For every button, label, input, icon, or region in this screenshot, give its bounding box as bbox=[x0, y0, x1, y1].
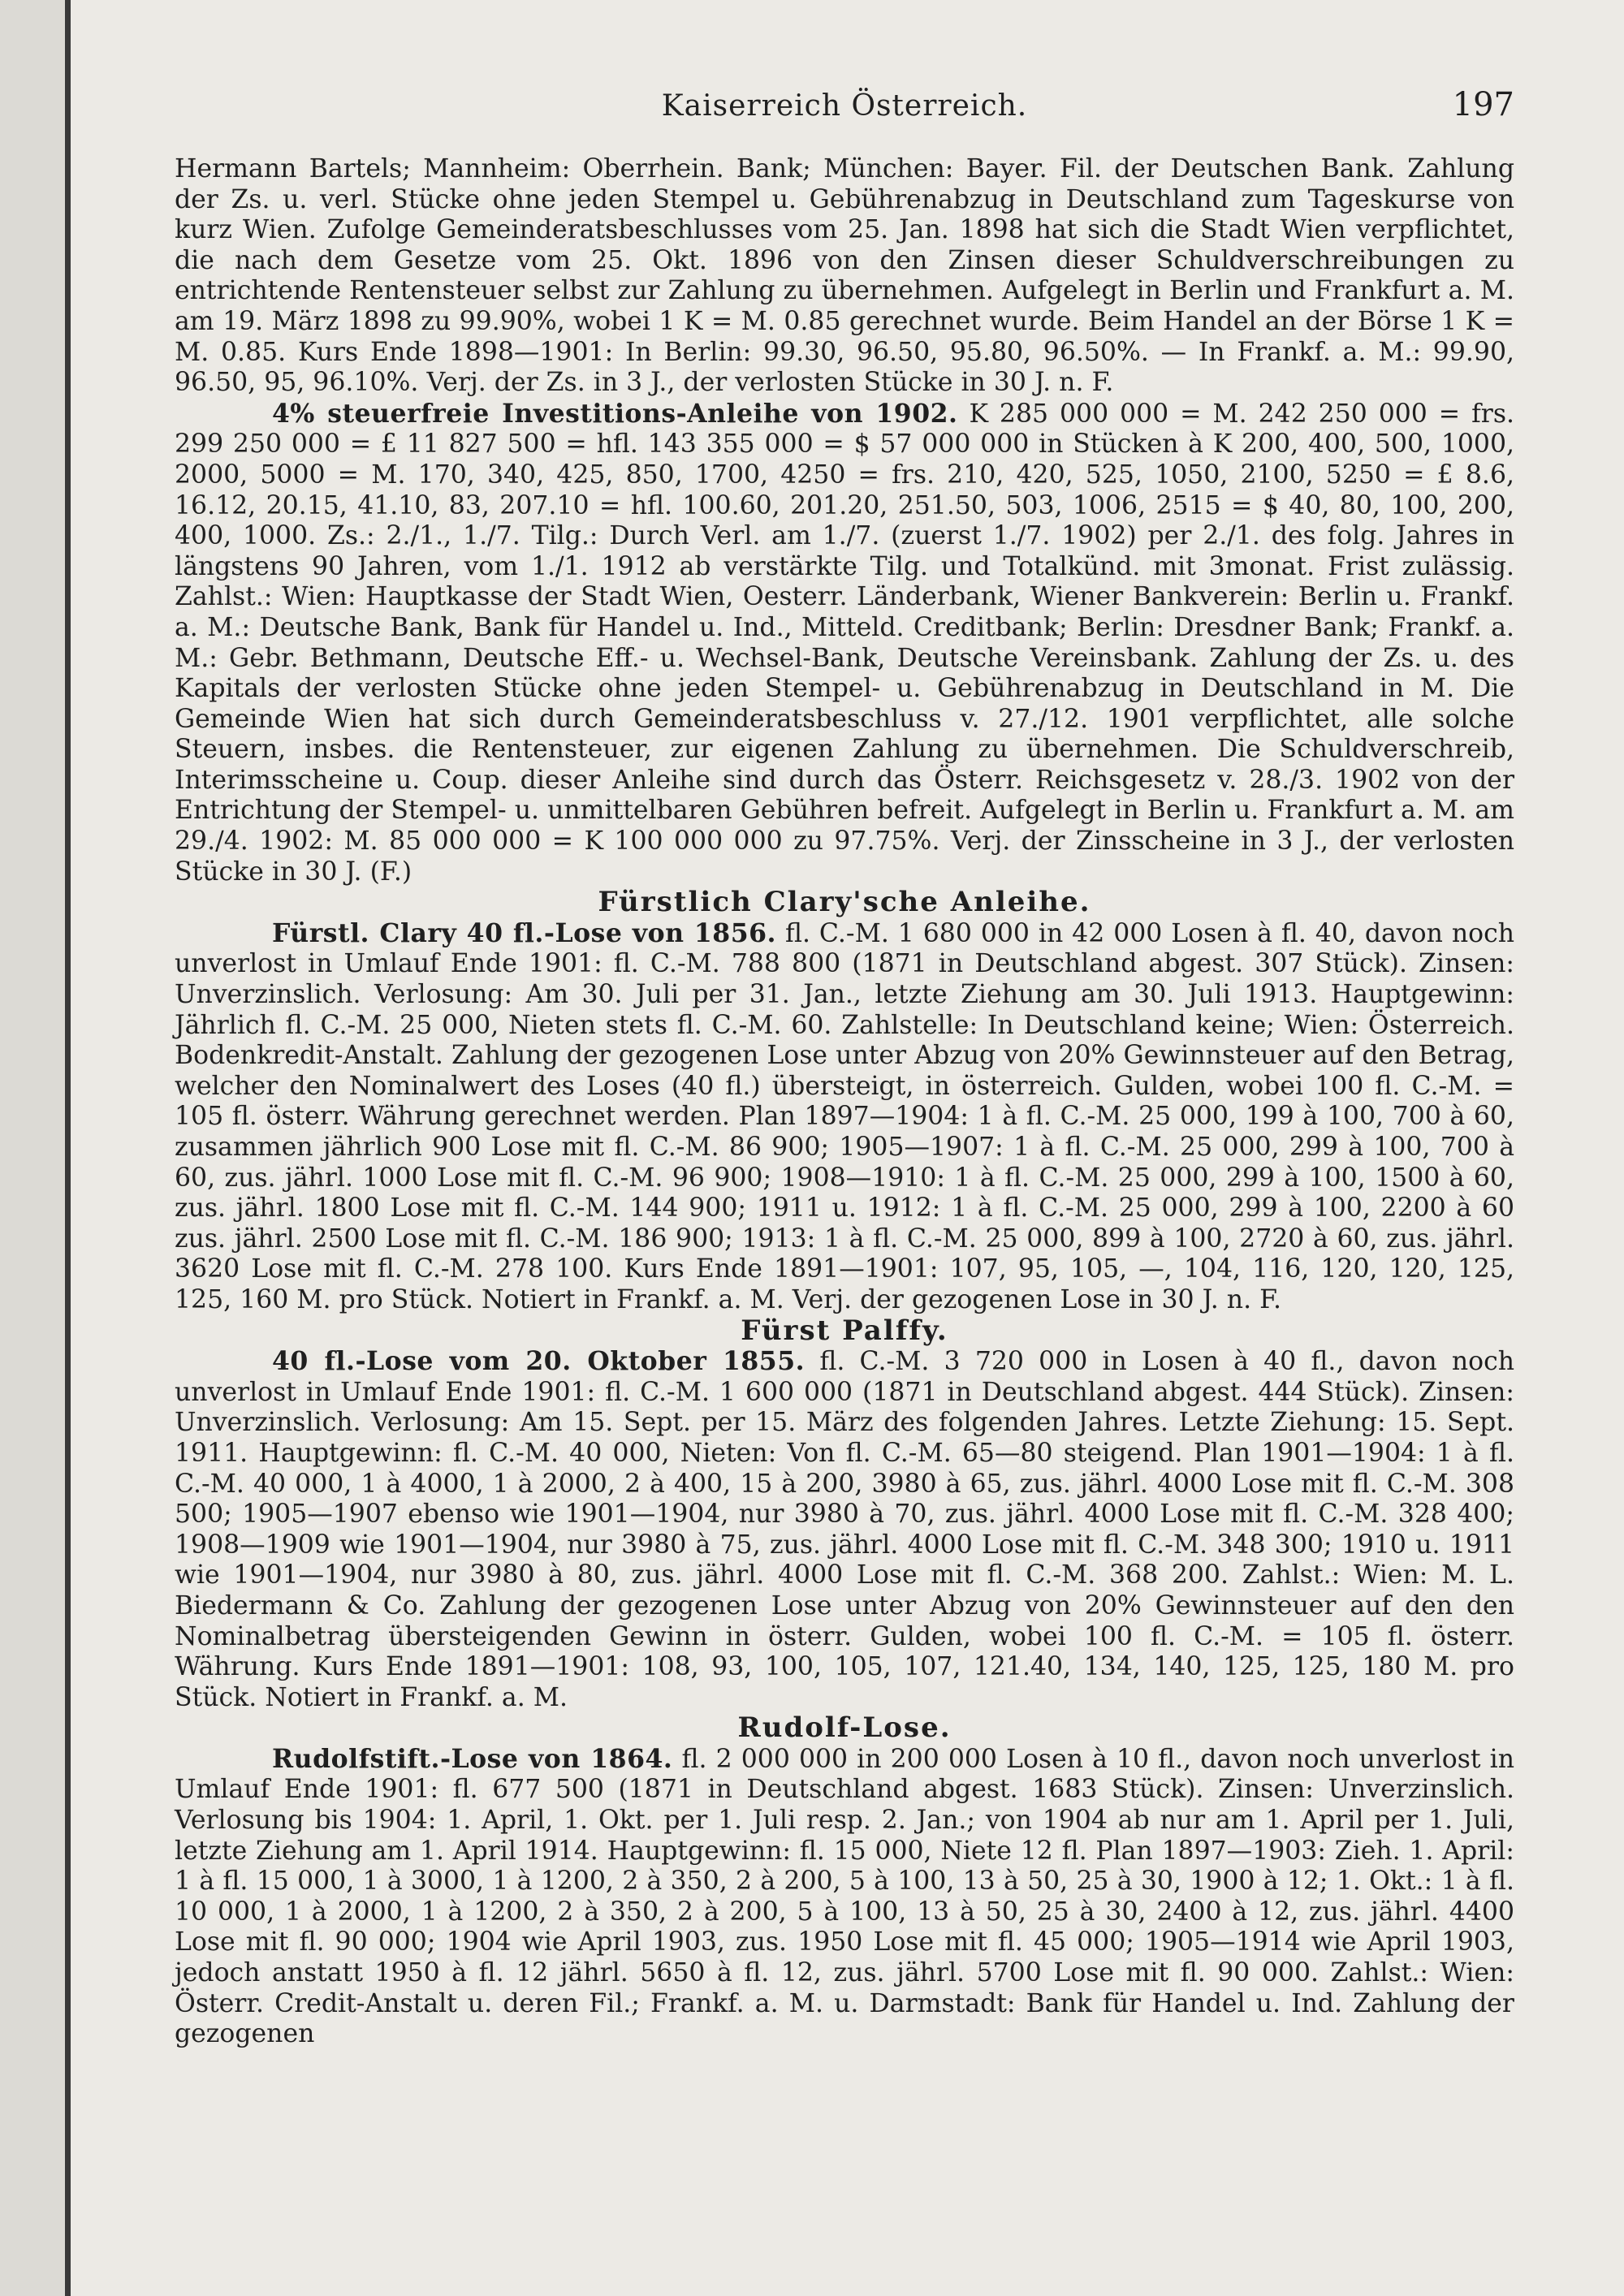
entry-body: fl. C.-M. 1 680 000 in 42 000 Losen à fl. 40, davon noch unverlost in Umlauf Ende 1901: fl. C.-M. 788 800 (1871 in Deutschland abgest. 307 Stück). Zinsen: Unverzinslich. Verlosung: Am 30. Juli per 31. Jan., letzte Ziehung am 30. Juli 1913. Hauptgewinn: Jährlich fl. C.-M. 25 000, Nieten stets fl. C.-M. 60. Zahlstelle: In Deutschland keine; Wien: Österreich. Bodenkredit-Anstalt. Zahlung der gezogenen Lose unter Abzug von 20% Gewinnsteuer auf den Betrag, welcher den Nominalwert des Loses (40 fl.) übersteigt, in österreich. Gulden, wobei 100 fl. C.-M. = 105 fl. österr. Währung gerechnet werden. Plan 1897—1904: 1 à fl. C.-M. 25 000, 199 à 100, 700 à 60, zusammen jährlich 900 Lose mit fl. C.-M. 86 900; 1905—1907: 1 à fl. C.-M. 25 000, 299 à 100, 700 à 60, zus. jährl. 1000 Lose mit fl. C.-M. 96 900; 1908—1910: 1 à fl. C.-M. 25 000, 299 à 100, 1500 à 60, zus. jährl. 1800 Lose mit fl. C.-M. 144 900; 1911 u. 1912: 1 à fl. C.-M. 25 000, 299 à 100, 2200 à 60 zus. jährl. 2500 Lose mit fl. C.-M. 186 900; 1913: 1 à fl. C.-M. 25 000, 899 à 100, 2720 à 60, zus. jährl. 3620 Lose mit fl. C.-M. 278 100. Kurs Ende 1891—1901: 107, 95, 105, —, 104, 116, 120, 120, 125, 125, 160 M. pro Stück. Notiert in Frankf. a. M. Verj. der gezogenen Lose in 30 J. n. F. bbox=[175, 918, 1515, 1314]
entry-title: 4% steuerfreie Investitions-Anleihe von 1902. bbox=[272, 398, 958, 429]
section-heading-clary: Fürstlich Clary'sche Anleihe. bbox=[598, 886, 1091, 919]
entry-clary bbox=[175, 918, 1514, 1316]
binding-edge bbox=[65, 0, 71, 2296]
entry-anleihe-1902 bbox=[175, 399, 1514, 888]
section-heading-palffy: Fürst Palffy. bbox=[741, 1314, 948, 1347]
entry-body: fl. C.-M. 3 720 000 in Losen à 40 fl., davon noch unverlost in Umlauf Ende 1901: fl. C.-M. 1 600 000 (1871 in Deutschland abgest. 444 Stück). Zinsen: Unverzinslich. Verlosung: Am 15. Sept. per 15. März des folgenden Jahres. Letzte Ziehung: 15. Sept. 1911. Hauptgewinn: fl. C.-M. 40 000, Nieten: Von fl. C.-M. 65—80 steigend. Plan 1901—1904: 1 à fl. C.-M. 40 000, 1 à 4000, 1 à 2000, 2 à 400, 15 à 200, 3980 à 65, zus. jährl. 4000 Lose mit fl. C.-M. 308 500; 1905—1907 ebenso wie 1901—1904, nur 3980 à 70, zus. jährl. 4000 Lose mit fl. C.-M. 328 400; 1908—1909 wie 1901—1904, nur 3980 à 75, zus. jährl. 4000 Lose mit fl. C.-M. 348 300; 1910 u. 1911 wie 1901—1904, nur 3980 à 80, zus. jährl. 4000 Lose mit fl. C.-M. 368 200. Zahlst.: Wien: M. L. Biedermann & Co. Zahlung der gezogenen Lose unter Abzug von 20% Gewinnsteuer auf den den Nominalbetrag übersteigenden Gewinn in österr. Gulden, wobei 100 fl. C.-M. = 105 fl. österr. Währung. Kurs Ende 1891—1901: 108, 93, 100, 105, 107, 121.40, 134, 140, 125, 125, 180 M. pro Stück. Notiert in Frankf. a. M. bbox=[175, 1347, 1515, 1712]
entry-palffy bbox=[175, 1346, 1514, 1713]
section-heading-rudolf: Rudolf-Lose. bbox=[737, 1711, 952, 1745]
page-gutter bbox=[0, 0, 65, 2296]
entry-body: fl. 2 000 000 in 200 000 Losen à 10 fl., davon noch unverlost in Umlauf Ende 1901: fl. 677 500 (1871 in Deutschland abgest. 1683 Stück). Zinsen: Unverzinslich. Verlosung bis 1904: 1. April, 1. Okt. per 1. Juli resp. 2. Jan.; von 1904 ab nur am 1. April per 1. Juli, letzte Ziehung am 1. April 1914. Hauptgewinn: fl. 15 000, Niete 12 fl. Plan 1897—1903: Zieh. 1. April: 1 à fl. 15 000, 1 à 3000, 1 à 1200, 2 à 350, 2 à 200, 5 à 100, 13 à 50, 25 à 30, 1900 à 12; 1. Okt.: 1 à fl. 10 000, 1 à 2000, 1 à 1200, 2 à 350, 2 à 200, 5 à 100, 13 à 50, 25 à 30, 2400 à 12, zus. jährl. 4400 Lose mit fl. 90 000; 1904 wie April 1903, zus. 1950 Lose mit fl. 45 000; 1905—1914 wie April 1903, jedoch anstatt 1950 à fl. 12 jährl. 5650 à fl. 12, zus. jährl. 5700 Lose mit fl. 90 000. Zahlst.: Wien: Österr. Credit-Anstalt u. deren Fil.; Frankf. a. M. u. Darmstadt: Bank für Handel u. Ind. Zahlung der gezogenen bbox=[175, 1744, 1515, 2049]
entry-title: 40 fl.-Lose vom 20. Oktober 1855. bbox=[272, 1346, 806, 1377]
entry-title: Fürstl. Clary 40 fl.-Lose von 1856. bbox=[272, 917, 777, 948]
entry-rudolf bbox=[175, 1744, 1514, 2050]
continuation-paragraph: Hermann Bartels; Mannheim: Oberrhein. Bank; München: Bayer. Fil. der Deutschen Bank. Zahlung der Zs. u. verl. Stücke ohne jeden Stempel u. Gebührenabzug in Deutschland zum Tageskurse von kurz Wien. Zufolge Gemeinderatsbeschlusses vom 25. Jan. 1898 hat sich die Stadt Wien verpflichtet, die nach dem Gesetze vom 25. Okt. 1896 von den Zinsen dieser Schuldverschreibungen zu entrichtende Rentensteuer selbst zur Zahlung zu übernehmen. Aufgelegt in Berlin und Frankfurt a. M. am 19. März 1898 zu 99.90%, wobei 1 K = M. 0.85 gerechnet wurde. Beim Handel an der Börse 1 K = M. 0.85. Kurs Ende 1898—1901: In Berlin: 99.30, 96.50, 95.80, 96.50%. — In Frankf. a. M.: 99.90, 96.50, 95, 96.10%. Verj. der Zs. in 3 J., der verlosten Stücke in 30 J. n. F. bbox=[175, 154, 1514, 398]
running-title: Kaiserreich Österreich. bbox=[661, 89, 1028, 123]
entry-body: K 285 000 000 = M. 242 250 000 = frs. 299 250 000 = £ 11 827 500 = hfl. 143 355 000 = $ 57 000 000 in Stücken à K 200, 400, 500, 1000, 2000, 5000 = M. 170, 340, 425, 850, 1700, 4250 = frs. 210, 420, 525, 1050, 2100, 5250 = £ 8.6, 16.12, 20.15, 41.10, 83, 207.10 = hfl. 100.60, 201.20, 251.50, 503, 1006, 2515 = $ 40, 80, 100, 200, 400, 1000. Zs.: 2./1., 1./7. Tilg.: Durch Verl. am 1./7. (zuerst 1./7. 1902) per 2./1. des folg. Jahres in längstens 90 Jahren, vom 1./1. 1912 ab verstärkte Tilg. und Totalkünd. mit 3monat. Frist zulässig. Zahlst.: Wien: Hauptkasse der Stadt Wien, Oesterr. Länderbank, Wiener Bankverein: Berlin u. Frankf. a. M.: Deutsche Bank, Bank für Handel u. Ind., Mitteld. Creditbank; Berlin: Dresdner Bank; Frankf. a. M.: Gebr. Bethmann, Deutsche Eff.- u. Wechsel-Bank, Deutsche Vereinsbank. Zahlung der Zs. u. des Kapitals der verlosten Stücke ohne jeden Stempel- u. Gebührenabzug in Deutschland in M. Die Gemeinde Wien hat sich durch Gemeinderatsbeschluss v. 27./12. 1901 verpflichtet, alle solche Steuern, insbes. die Rentensteuer, zur eigenen Zahlung zu übernehmen. Die Schuldverschreib, Interimsscheine u. Coup. dieser Anleihe sind durch das Österr. Reichsgesetz v. 28./3. 1902 von der Entrichtung der Stempel- u. unmittelbaren Gebühren befreit. Aufgelegt in Berlin u. Frankfurt a. M. am 29./4. 1902: M. 85 000 000 = K 100 000 000 zu 97.75%. Verj. der Zinsscheine in 3 J., der verlosten Stücke in 30 J. (F.) bbox=[175, 399, 1514, 887]
entry-title: Rudolfstift.-Lose von 1864. bbox=[272, 1743, 673, 1774]
running-header bbox=[175, 86, 1514, 130]
page-number: 197 bbox=[1452, 86, 1514, 123]
page-body bbox=[175, 154, 1514, 2050]
